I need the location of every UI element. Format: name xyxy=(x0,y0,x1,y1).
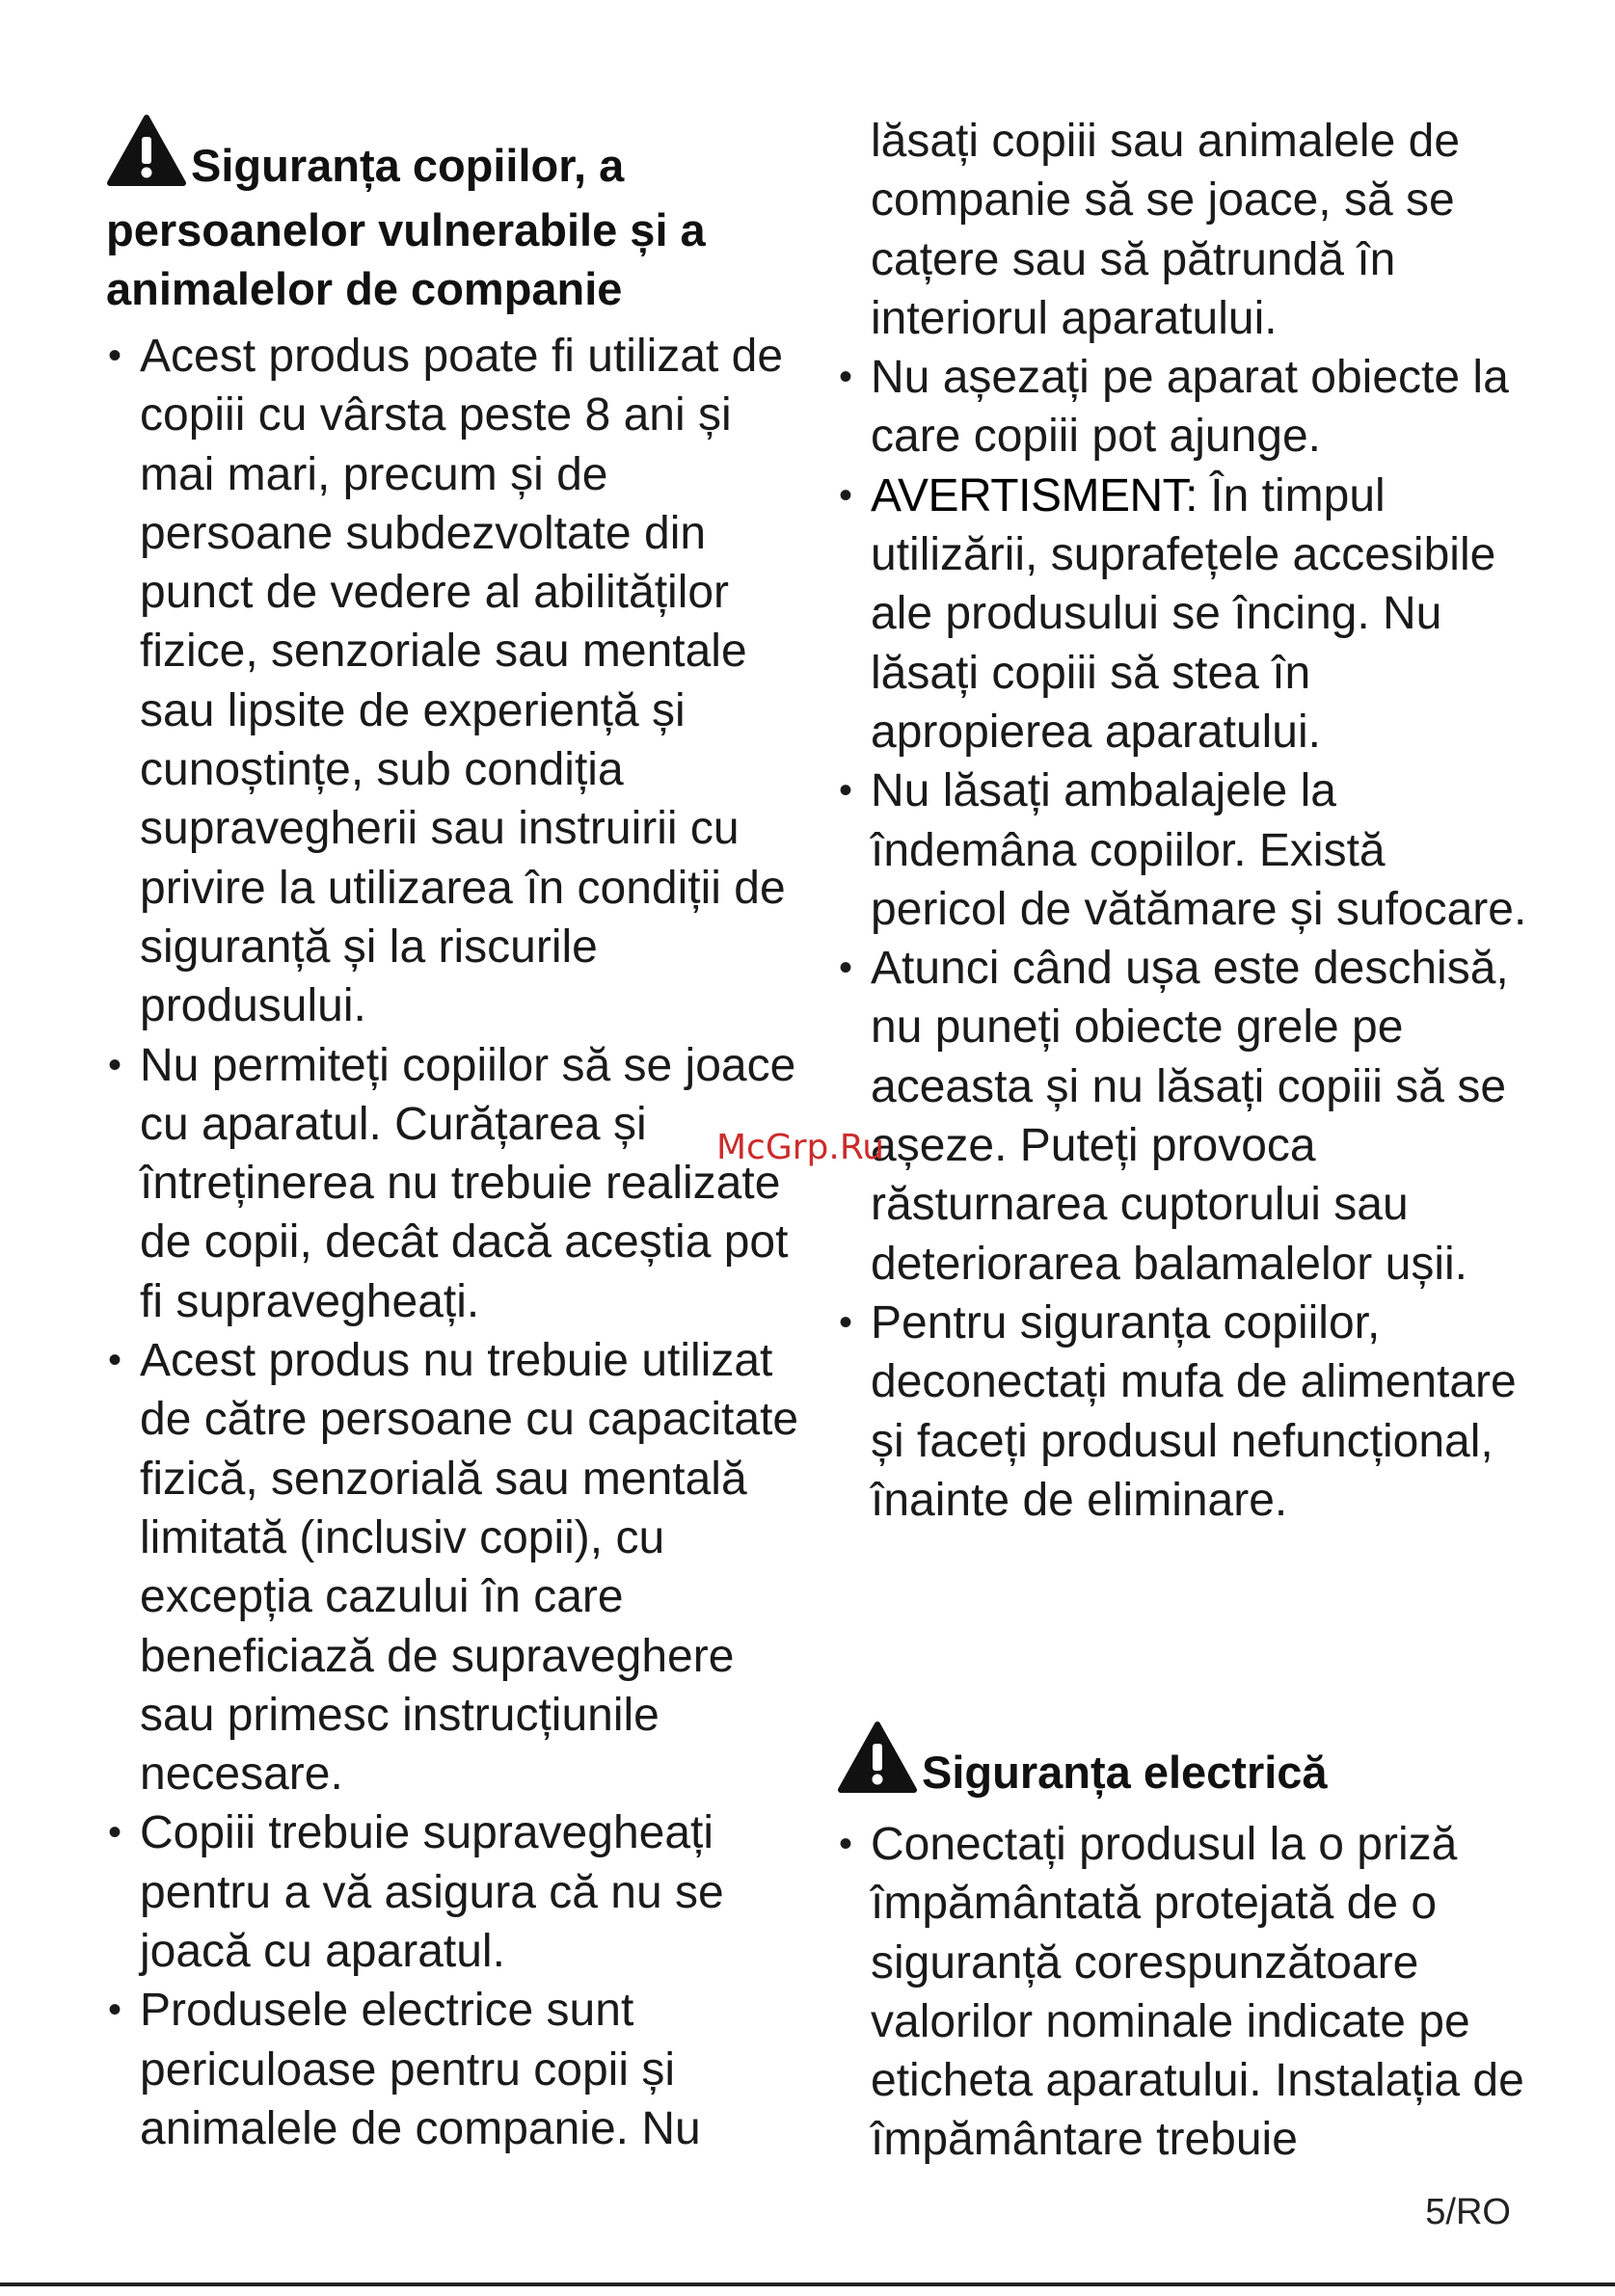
child-safety-list xyxy=(106,327,800,2158)
list-item: • Nu așezați pe aparat obiecte la care copiii pot ajunge. xyxy=(837,348,1531,467)
list-item: • Nu lăsați ambalajele la îndemâna copiilor. Există pericol de vătămare și sufocare. xyxy=(837,761,1531,939)
electrical-safety-heading xyxy=(837,1721,1531,1807)
list-item: • Pentru siguranța copiilor, deconectați mufa de alimentare și faceți produsul nefuncțional, înainte de eliminare. xyxy=(837,1294,1531,1530)
warning-triangle-icon xyxy=(106,114,187,200)
warning-text: În timpul utilizării, suprafețele accesibile ale produsului se încing. Nu lăsați copiii să stea în apropierea aparatului. xyxy=(871,469,1496,758)
list-item: • Atunci când ușa este deschisă, nu puneți obiecte grele pe aceasta și nu lăsați copiii să se așeze. Puteți provoca răsturnarea cuptorului sau deteriorarea balamalelor ușii. xyxy=(837,939,1531,1294)
electrical-safety-list xyxy=(837,1815,1531,2170)
warning-item xyxy=(837,467,1531,761)
list-item-continuation: lăsați copiii sau animalele de companie să se joace, să se cațere sau să pătrundă în interiorul aparatului. xyxy=(871,116,1461,344)
electrical-safety-heading-text: Siguranța electrică xyxy=(922,1747,1328,1798)
list-item: • Copiii trebuie supravegheați pentru a vă asigura că nu se joacă cu aparatul. xyxy=(106,1803,800,1981)
watermark: McGrp.Ru xyxy=(716,1128,885,1167)
bottom-rule xyxy=(0,2283,1615,2286)
list-item: • Conectați produsul la o priză împământată protejată de o siguranță corespunzătoare valorilor nominale indicate pe eticheta aparatului. Instalația de împământare trebuie xyxy=(837,1815,1531,2170)
child-safety-list-continued xyxy=(837,112,1531,1530)
list-item: • Produsele electrice sunt periculoase pentru copii și animalele de companie. Nu xyxy=(106,1981,800,2158)
page-number: 5/RO xyxy=(1425,2192,1511,2232)
list-item: • Acest produs poate fi utilizat de copiii cu vârsta peste 8 ani și mai mari, precum și de persoane subdezvoltate din punct de vedere al abilităților fizice, senzoriale sau mentale sau lipsite de experiență și cunoștințe, sub condiția supravegherii sau instruirii cu privire la utilizarea în condiții de siguranță și la riscurile produsului. xyxy=(106,327,800,1036)
warning-triangle-icon xyxy=(837,1721,918,1807)
child-safety-heading-text: Siguranța copiilor, a persoanelor vulnerabile și a animalelor de companie xyxy=(106,140,706,314)
list-item: • Acest produs nu trebuie utilizat de către persoane cu capacitate fizică, senzorială sau mentală limitată (inclusiv copii), cu excepția cazului în care beneficiază de supraveghere sau primesc instrucțiunile necesare. xyxy=(106,1331,800,1803)
list-item: • Nu permiteți copiilor să se joace cu aparatul. Curățarea și întreținerea nu trebuie realizate de copii, decât dacă aceștia pot fi supravegheați. xyxy=(106,1036,800,1331)
child-safety-heading xyxy=(106,114,800,318)
warning-label: AVERTISMENT: xyxy=(871,469,1198,521)
